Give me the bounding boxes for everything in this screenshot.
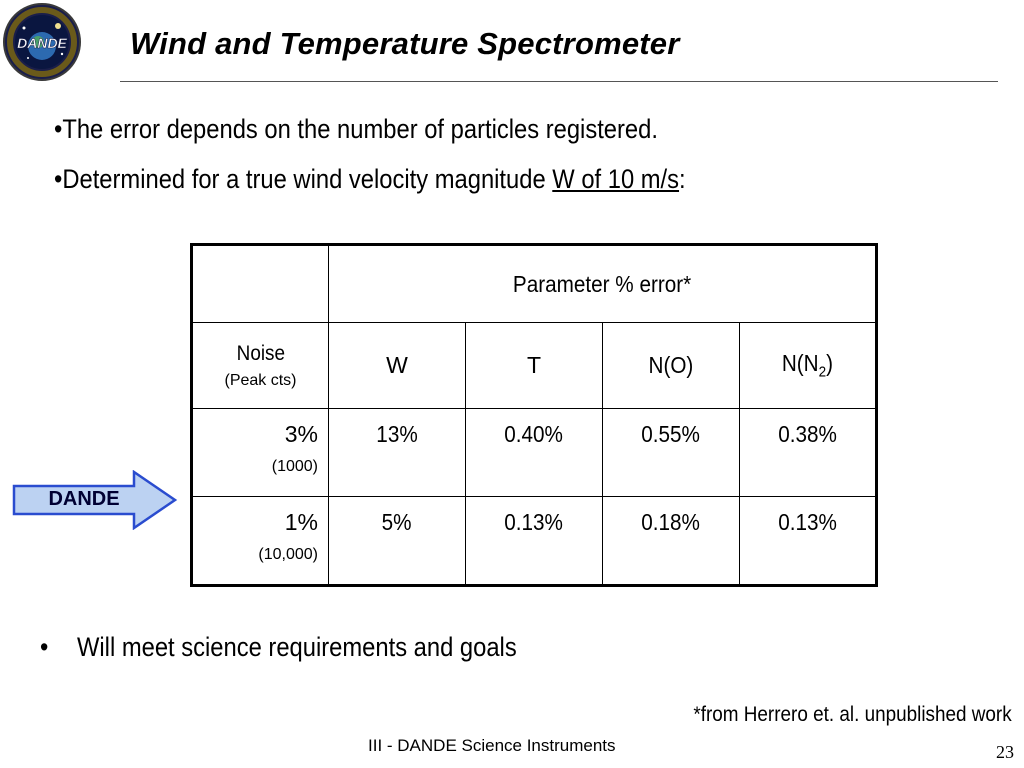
slide-title: Wind and Temperature Spectrometer bbox=[130, 26, 680, 61]
bullet-line-2-suffix: : bbox=[679, 164, 686, 194]
no-error-cell bbox=[603, 409, 740, 497]
footnote: *from Herrero et. al. unpublished work bbox=[693, 703, 1012, 726]
col-header-w: W bbox=[329, 323, 466, 409]
noise-value: 3% bbox=[284, 421, 318, 447]
bullet-conclusion bbox=[40, 632, 517, 663]
col-header-t: T bbox=[466, 323, 603, 409]
table-header-row-1 bbox=[192, 245, 877, 323]
nn2-error-cell bbox=[740, 409, 877, 497]
no-error-value: 0.18% bbox=[641, 509, 701, 535]
bullet-line-2-underlined: W of 10 m/s bbox=[552, 164, 680, 194]
w-error-value: 5% bbox=[382, 509, 412, 535]
col-header-nn2 bbox=[740, 323, 877, 409]
nn2-error-value: 0.13% bbox=[778, 509, 837, 535]
w-error-cell bbox=[329, 497, 466, 586]
t-error-value: 0.40% bbox=[504, 421, 564, 447]
title-divider bbox=[120, 81, 998, 82]
t-error-value: 0.13% bbox=[504, 509, 564, 535]
noise-header-cell bbox=[192, 323, 329, 409]
bullet-line-1: •The error depends on the number of particles registered. bbox=[54, 114, 658, 144]
table-row bbox=[192, 409, 877, 497]
dande-logo bbox=[2, 2, 82, 82]
group-header-text: Parameter % error* bbox=[512, 270, 692, 297]
nn2-error-cell bbox=[740, 497, 877, 586]
dande-arrow-label: DANDE bbox=[48, 488, 120, 510]
bullet-marker: • bbox=[40, 632, 49, 662]
w-error-cell bbox=[329, 409, 466, 497]
noise-sublabel: (Peak cts) bbox=[224, 371, 297, 389]
bullet-conclusion-text: Will meet science requirements and goals bbox=[76, 632, 517, 662]
t-error-cell bbox=[466, 409, 603, 497]
nn2-error-value: 0.38% bbox=[778, 421, 837, 447]
noise-label: Noise bbox=[236, 341, 285, 365]
group-header-cell bbox=[329, 245, 877, 323]
col-header-nn2-text bbox=[782, 350, 833, 381]
bullet-line-2 bbox=[54, 164, 686, 195]
noise-cell bbox=[192, 497, 329, 586]
col-header-nn2-prefix: N(N bbox=[781, 350, 819, 377]
footer-text: III - DANDE Science Instruments bbox=[368, 736, 616, 755]
bullet-line-2-prefix: •Determined for a true wind velocity magnitude bbox=[54, 164, 553, 194]
col-header-no bbox=[603, 323, 740, 409]
no-error-value: 0.55% bbox=[641, 421, 701, 447]
t-error-cell bbox=[466, 497, 603, 586]
error-table bbox=[190, 243, 878, 587]
noise-cell bbox=[192, 409, 329, 497]
col-header-nn2-sub: 2 bbox=[818, 363, 827, 381]
w-error-value: 13% bbox=[376, 421, 418, 447]
peak-count: (10,000) bbox=[258, 546, 318, 563]
page-number: 23 bbox=[996, 742, 1014, 762]
noise-value: 1% bbox=[284, 509, 318, 535]
peak-count: (1000) bbox=[271, 458, 318, 475]
col-header-nn2-suffix: ) bbox=[826, 350, 834, 377]
col-header-no-text: N(O) bbox=[648, 352, 694, 378]
empty-corner-cell bbox=[192, 245, 329, 323]
no-error-cell bbox=[603, 497, 740, 586]
table-header-row-2 bbox=[192, 323, 877, 409]
logo-text: DANDE bbox=[17, 35, 67, 51]
table-row bbox=[192, 497, 877, 586]
